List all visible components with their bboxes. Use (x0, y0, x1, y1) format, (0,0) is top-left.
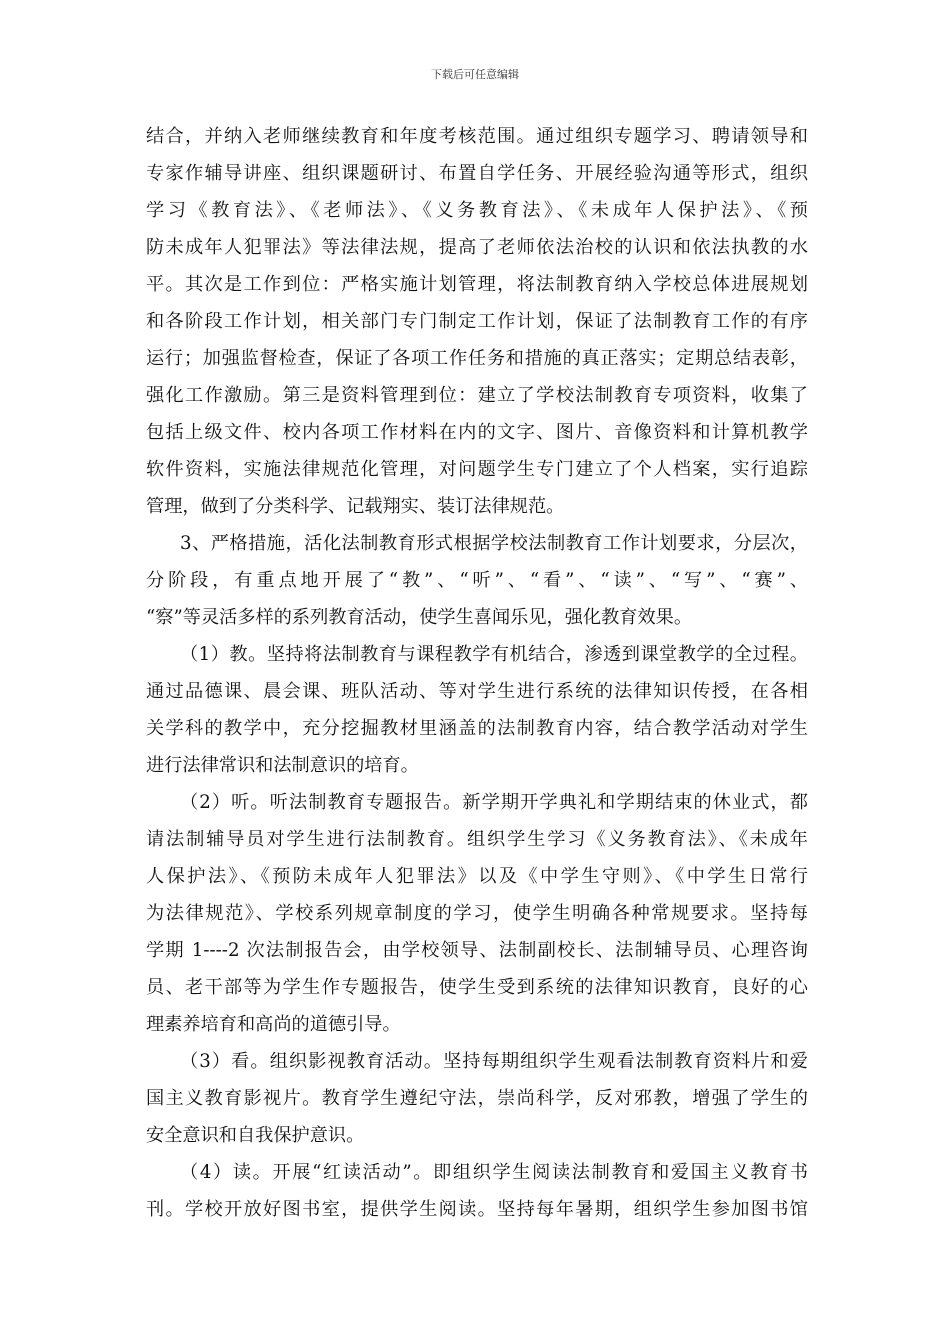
text-line: 管理，做到了分类科学、记载翔实、装订法律规范。 (146, 496, 565, 517)
text-line: 专家作辅导讲座、组织课题研讨、布置自学任务、开展经验沟通等形式，组织 (146, 163, 808, 184)
text-line: 关学科的教学中，充分挖掘教材里涵盖的法制教育内容，结合教学活动对学生 (146, 718, 808, 739)
text-line: 运行；加强监督检查，保证了各项工作任务和措施的真正落实；定期总结表彰， (146, 348, 808, 369)
text-line: 国主义教育影视片。教育学生遵纪守法，崇尚科学，反对邪教，增强了学生的 (146, 1088, 808, 1109)
text-line: 学期 1----2 次法制报告会，由学校领导、法制副校长、法制辅导员、心理咨询 (146, 940, 808, 961)
text-line: 强化工作激励。第三是资料管理到位：建立了学校法制教育专项资料，收集了 (146, 385, 808, 406)
page-header: 下载后可任意编辑 (431, 68, 519, 81)
paragraph-first-line: （3）看。组织影视教育活动。坚持每期组织学生观看法制教育资料片和爱 (180, 1051, 808, 1072)
document-body (146, 118, 808, 1228)
text-line: 安全意识和自我保护意识。 (146, 1125, 365, 1146)
text-line: 为法律规范》、学校系列规章制度的学习，使学生明确各种常规要求。坚持每 (146, 903, 808, 924)
paragraph-first-line: 3、严格措施，活化法制教育形式根据学校法制教育工作计划要求，分层次， (180, 533, 808, 554)
text-line: 分阶段，有重点地开展了“教”、“听”、“看”、“读”、“写”、“赛”、 (146, 570, 808, 591)
text-line: 员、老干部等为学生作专题报告，使学生受到系统的法律知识教育，良好的心 (146, 977, 808, 998)
text-line: 请法制辅导员对学生进行法制教育。组织学生学习《义务教育法》、《未成年 (146, 829, 808, 850)
text-line: 包括上级文件、校内各项工作材料在内的文字、图片、音像资料和计算机教学 (146, 422, 808, 443)
paragraph-first-line: （2）听。听法制教育专题报告。新学期开学典礼和学期结束的休业式，都 (180, 792, 808, 813)
text-line: 平。其次是工作到位：严格实施计划管理，将法制教育纳入学校总体进展规划 (146, 274, 808, 295)
text-line: 进行法律常识和法制意识的培育。 (146, 755, 419, 776)
paragraph-first-line: （1）教。坚持将法制教育与课程教学有机结合，渗透到课堂教学的全过程。 (180, 644, 808, 665)
text-line: 人保护法》、《预防未成年人犯罪法》以及《中学生守则》、《中学生日常行 (146, 866, 808, 887)
text-line: “察”等灵活多样的系列教育活动，使学生喜闻乐见，强化教育效果。 (146, 607, 693, 628)
text-line: 刊。学校开放好图书室，提供学生阅读。坚持每年暑期，组织学生参加图书馆 (146, 1199, 808, 1220)
text-line: 学习《教育法》、《老师法》、《义务教育法》、《未成年人保护法》、《预 (146, 200, 808, 221)
text-line: 结合，并纳入老师继续教育和年度考核范围。通过组织专题学习、聘请领导和 (146, 126, 808, 147)
text-line: 防未成年人犯罪法》等法律法规，提高了老师依法治校的认识和依法执教的水 (146, 237, 808, 258)
text-line: 和各阶段工作计划，相关部门专门制定工作计划，保证了法制教育工作的有序 (146, 311, 808, 332)
text-line: 软件资料，实施法律规范化管理，对问题学生专门建立了个人档案，实行追踪 (146, 459, 808, 480)
text-line: 通过品德课、晨会课、班队活动、等对学生进行系统的法律知识传授，在各相 (146, 681, 808, 702)
text-line: 理素养培育和高尚的道德引导。 (146, 1014, 401, 1035)
paragraph-first-line: （4）读。开展“红读活动”。即组织学生阅读法制教育和爱国主义教育书 (180, 1162, 808, 1183)
